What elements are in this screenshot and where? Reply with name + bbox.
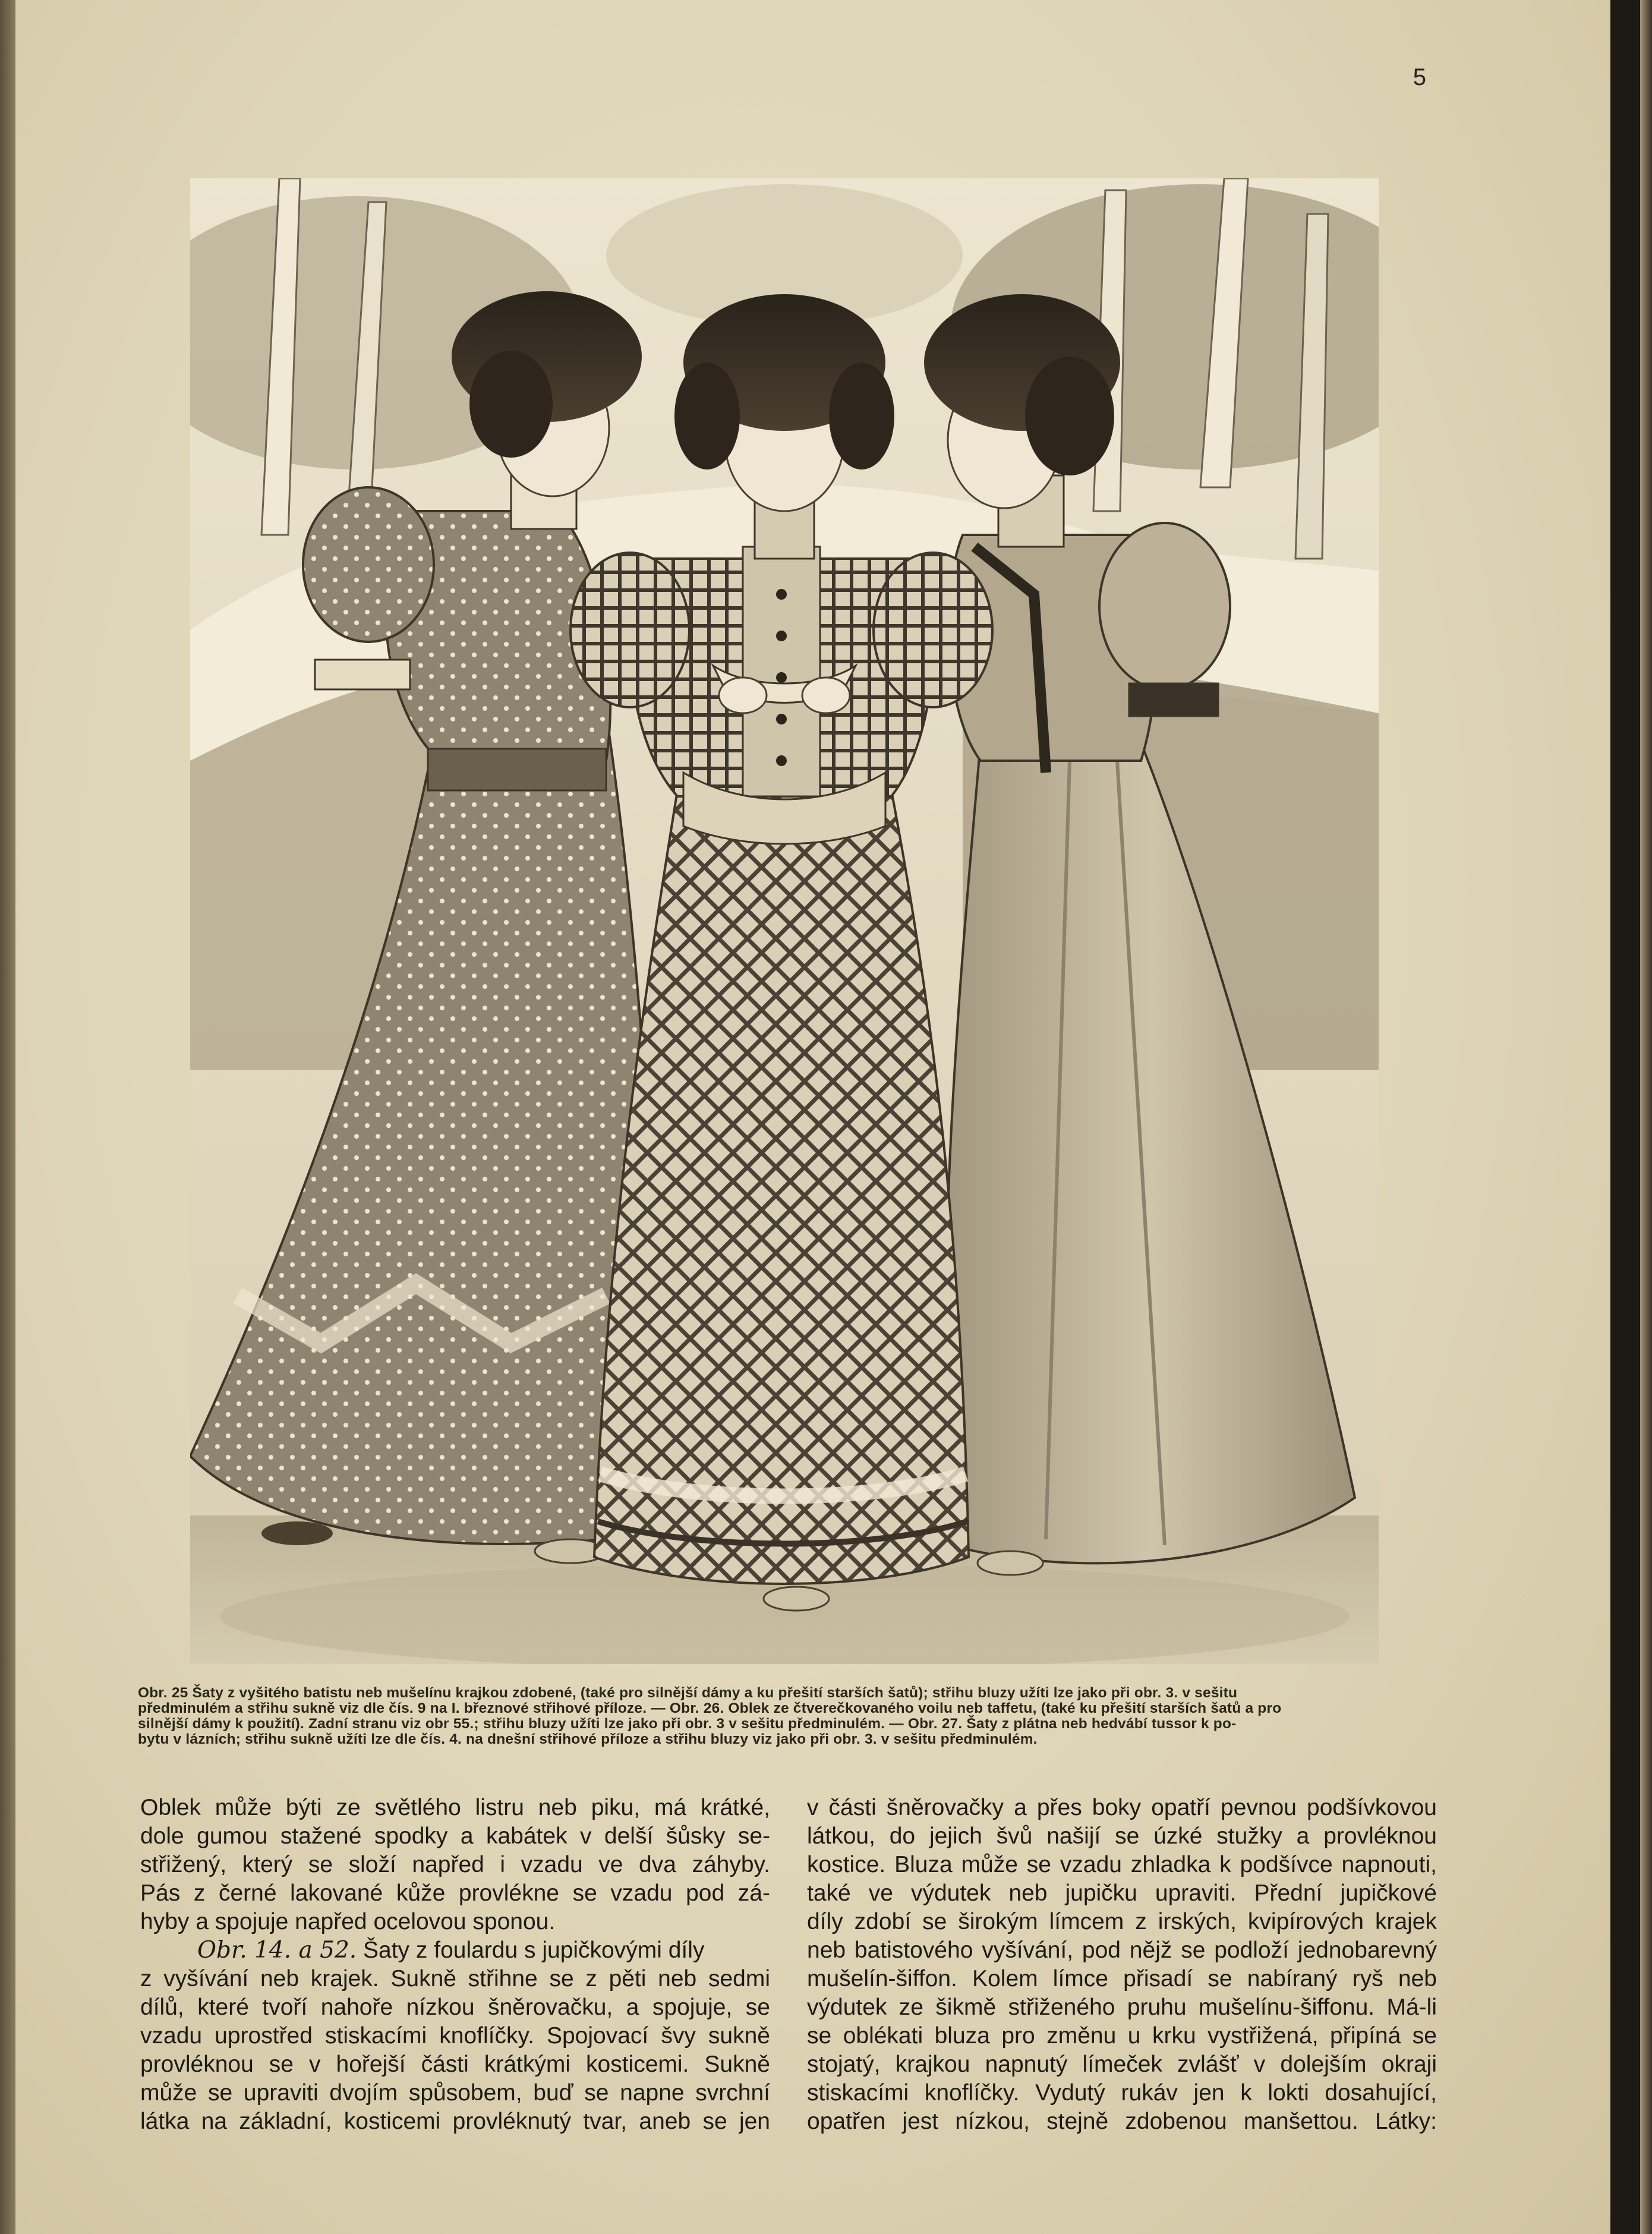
text-line: látkou, do jejich švů našijí se úzké stužky a provléknou (807, 1823, 1437, 1849)
caption-line: předminulém a střihu sukně viz dle čís. 9 na I. březnové střihové příloze. — Obr. 26. Oblek ze čtverečkovaného voilu neb taffetu, (také ku přešití starších šatů a pro (138, 1700, 1282, 1716)
text-line: stiskacími knoflíčky. Vydutý rukáv jen k lokti dosahující, (807, 2080, 1437, 2106)
text-line: také ve výdutek neb jupičku upraviti. Přední jupičkové (807, 1880, 1437, 1906)
text-line: opatřen jest nízkou, stejně zdobenou manšettou. Látky: (807, 2109, 1437, 2134)
text-line: kostice. Bluza může se vzadu zhladka k podšívce napnouti, (807, 1852, 1437, 1877)
text-line (140, 1936, 770, 1965)
figure-reference: Obr. 14. a 52. (197, 1937, 357, 1964)
caption-line: Obr. 25 Šaty z vyšitého batistu neb mušelínu krajkou zdobené, (také pro silnější dámy a ku přešití starších šatů); střihu bluzy užíti lze jako při obr. 3. v sešitu (138, 1685, 1238, 1701)
text-fragment: Šaty z foulardu s jupičkovými díly (357, 1937, 705, 1963)
page-right-edge (1640, 0, 1652, 2234)
page-number: 5 (1413, 64, 1426, 90)
text-line: neb batistového vyšívání, pod nějž se podloží jednobarevný (807, 1937, 1437, 1963)
text-line: se oblékati bluza pro změnu u krku vystřižená, připíná se (807, 2023, 1437, 2049)
text-line: díly zdobí se širokým límcem z irských, kvipírových krajek (807, 1909, 1437, 1934)
text-line: mušelín-šiffon. Kolem límce přisadí se nabíraný ryš neb (807, 1966, 1437, 1992)
text-line: může se upraviti dvojím spůsobem, buď se napne svrchní (140, 2080, 770, 2106)
text-line: střižený, který se složí napřed i vzadu ve dva záhyby. (140, 1852, 770, 1877)
text-line: látka na základní, kosticemi provléknutý tvar, aneb se jen (140, 2109, 770, 2134)
page-binding-strip (1610, 0, 1640, 2234)
fashion-illustration (190, 178, 1379, 1664)
text-line: Pás z černé lakované kůže provlékne se vzadu pod zá- (140, 1880, 770, 1906)
page-left-edge (0, 0, 15, 2234)
text-column-left (140, 1794, 770, 2136)
text-line: dole gumou stažené spodky a kabátek v delší šůsky se- (140, 1823, 770, 1849)
text-line: výdutek ze šikmě střiženého pruhu mušelínu-šiffonu. Má-li (807, 1994, 1437, 2020)
text-line: stojatý, krajkou napnutý límeček zvlášť v dolejším okraji (807, 2052, 1437, 2077)
text-line: Oblek může býti ze světlého listru neb piku, má krátké, (140, 1795, 770, 1820)
text-line: v části šněrovačky a přes boky opatří pevnou podšívkovou (807, 1795, 1437, 1820)
text-line: dílů, které tvoří nahoře nízkou šněrovačku, a spojuje, se (140, 1994, 770, 2020)
text-column-right (807, 1794, 1437, 2136)
text-line: provléknou se v hořejší části krátkými kosticemi. Sukně (140, 2052, 770, 2077)
caption-line: bytu v lázních; střihu sukně užíti lze dle čís. 4. na dnešní střihové příloze a střihu bluzy viz jako při obr. 3. v sešitu předminulém. (138, 1731, 1038, 1747)
text-line: z vyšívání neb krajek. Sukně střihne se z pěti neb sedmi (140, 1966, 770, 1992)
text-line: vzadu uprostřed stiskacími knoflíčky. Spojovací švy sukně (140, 2023, 770, 2049)
illustration-caption (138, 1685, 1433, 1747)
caption-line: silnější dámy k použití). Zadní stranu viz obr 55.; střihu bluzy užíti lze jako při obr. 3 v sešitu předminulém. — Obr. 27. Šaty z plátna neb hedvábí tussor k po- (138, 1716, 1237, 1732)
text-line: hyby a spojuje napřed ocelovou sponou. (140, 1909, 556, 1934)
